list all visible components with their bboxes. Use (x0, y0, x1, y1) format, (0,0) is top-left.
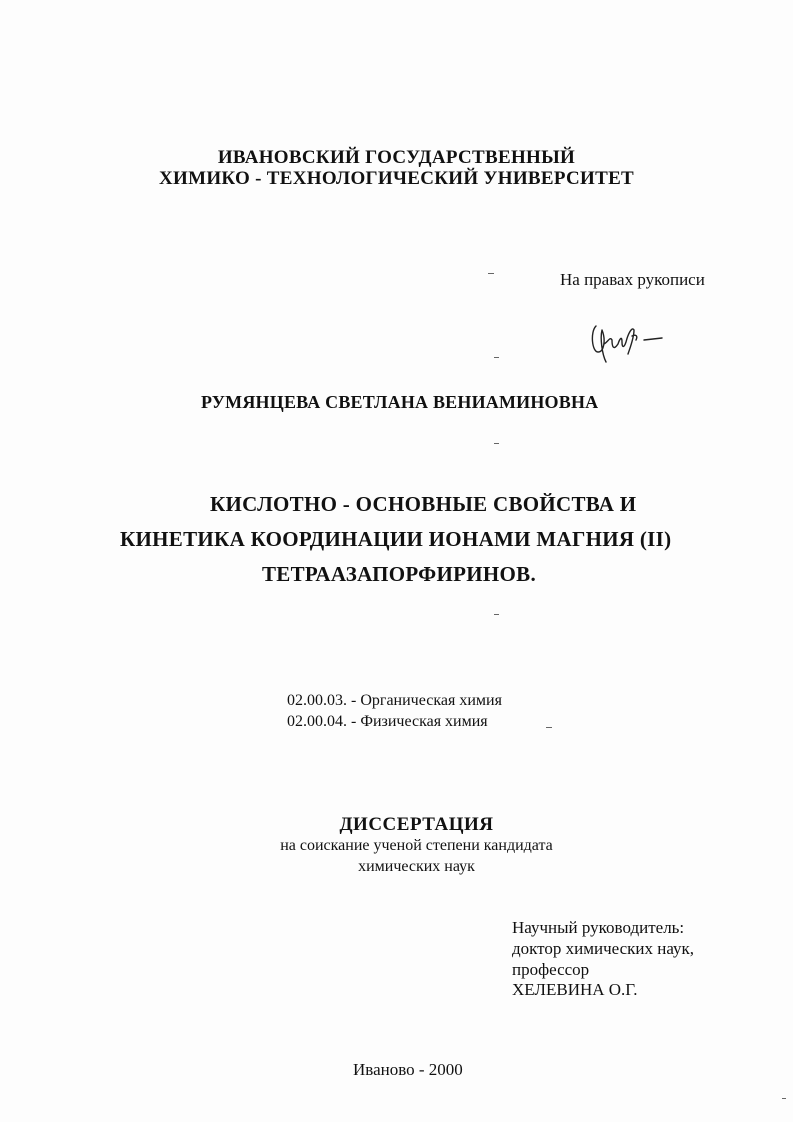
city-year: Иваново - 2000 (353, 1060, 463, 1079)
scan-speck (782, 1098, 786, 1099)
scan-speck (546, 727, 552, 728)
university-name-line2: ХИМИКО - ТЕХНОЛОГИЧЕСКИЙ УНИВЕРСИТЕТ (158, 168, 635, 189)
dissertation-degree-line1: на соискание ученой степени кандидата (280, 837, 553, 854)
title-line3: ТЕТРААЗАПОРФИРИНОВ. (262, 562, 536, 586)
title-line1: КИСЛОТНО - ОСНОВНЫЕ СВОЙСТВА И (210, 492, 637, 516)
signature-icon (588, 318, 668, 366)
scan-speck (494, 614, 499, 615)
scan-speck (488, 273, 494, 274)
supervisor-label: Научный руководитель: (512, 918, 685, 937)
scan-speck (494, 443, 499, 444)
supervisor-degree: доктор химических наук, (512, 939, 695, 958)
supervisor-position: профессор (512, 960, 590, 979)
specialty-physical: 02.00.04. - Физическая химия (287, 713, 488, 730)
dissertation-heading: ДИССЕРТАЦИЯ (339, 814, 494, 835)
title-line2: КИНЕТИКА КООРДИНАЦИИ ИОНАМИ МАГНИЯ (II) (120, 527, 672, 551)
university-name-line1: ИВАНОВСКИЙ ГОСУДАРСТВЕННЫЙ (217, 147, 576, 168)
scan-speck (494, 357, 499, 358)
supervisor-name: ХЕЛЕВИНА О.Г. (512, 980, 638, 999)
dissertation-degree-line2: химических наук (358, 858, 475, 875)
author-name: РУМЯНЦЕВА СВЕТЛАНА ВЕНИАМИНОВНА (201, 392, 599, 412)
rights-note: На правах рукописи (560, 270, 705, 289)
specialty-organic: 02.00.03. - Органическая химия (287, 692, 502, 709)
